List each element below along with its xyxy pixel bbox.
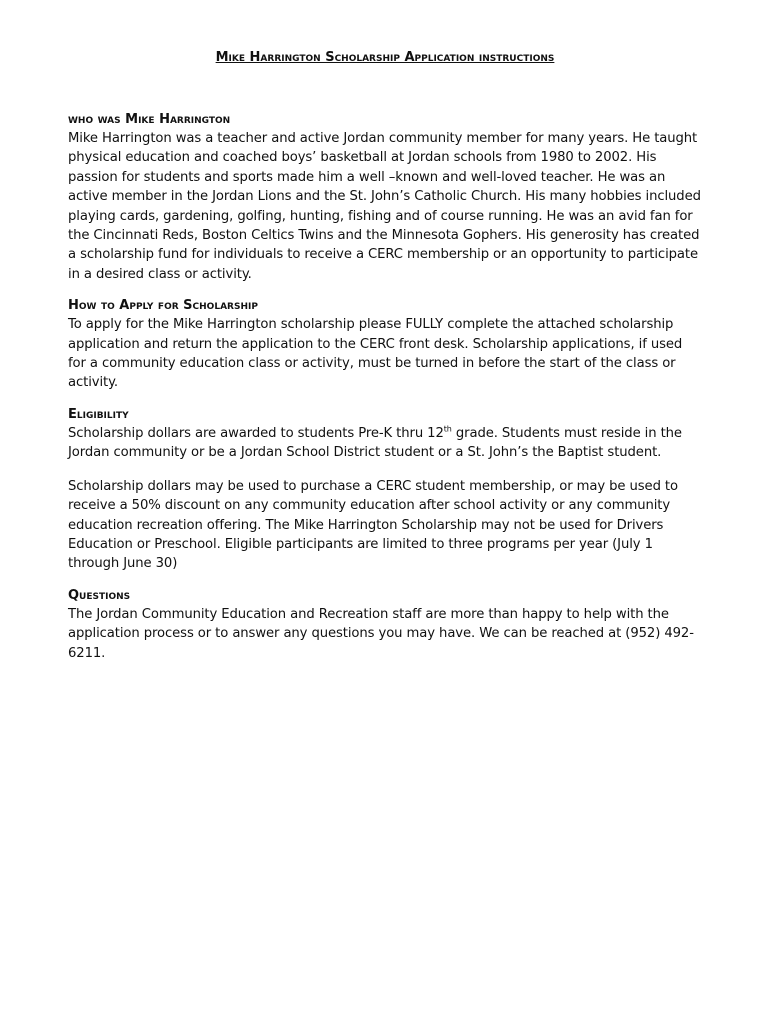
section-who [68, 110, 704, 284]
section-heading-eligibility: Eligibility [68, 406, 129, 422]
section-heading-questions: Questions [68, 587, 131, 603]
document-body [68, 110, 704, 663]
section-body-eligibility-1 [68, 424, 704, 463]
section-apply [68, 296, 704, 393]
eligibility-text-post: grade. Students must reside in the Jordan community or be a Jordan School District student or a St. John’s the Baptist student. [68, 425, 682, 461]
eligibility-superscript: th [443, 424, 452, 434]
section-body-eligibility-2: Scholarship dollars may be used to purchase a CERC student membership, or may be used to receive a 50% discount on any community education after school activity or any community education recreation offering. The Mike Harrington Scholarship may not be used for Drivers Education or Preschool. Eligible participants are limited to three programs per year (July 1 through June 30) [68, 478, 678, 572]
section-heading-apply: How to Apply for Scholarship [68, 298, 258, 314]
section-eligibility [68, 405, 704, 574]
section-heading-who: who was Mike Harrington [68, 112, 231, 127]
eligibility-text-pre: Scholarship dollars are awarded to students Pre-K thru 12 [68, 425, 444, 441]
section-body-questions: The Jordan Community Education and Recreation staff are more than happy to help with the application process or to answer any questions you may have. We can be reached at (952) 492-6211. [68, 606, 694, 661]
page-title: Mike Harrington Scholarship Application instructions [215, 50, 555, 65]
section-questions [68, 586, 704, 663]
section-body-apply: To apply for the Mike Harrington scholarship please FULLY complete the attached scholarship application and return the application to the CERC front desk. Scholarship applications, if used for a community education class or activity, must be turned in before the start of the class or activity. [68, 317, 683, 391]
section-body-who: Mike Harrington was a teacher and active Jordan community member for many years. He taught physical education and coached boys’ basketball at Jordan schools from 1980 to 2002. His passion for students and sports made him a well –known and well-loved teacher. He was an active member in the Jordan Lions and the St. John’s Catholic Church. His many hobbies included playing cards, gardening, golfing, hunting, fishing and of course running. He was an avid fan for the Cincinnati Reds, Boston Celtics Twins and the Minnesota Gophers. His generosity has created a scholarship fund for individuals to receive a CERC membership or an opportunity to participate in a desired class or activity. [68, 131, 701, 282]
